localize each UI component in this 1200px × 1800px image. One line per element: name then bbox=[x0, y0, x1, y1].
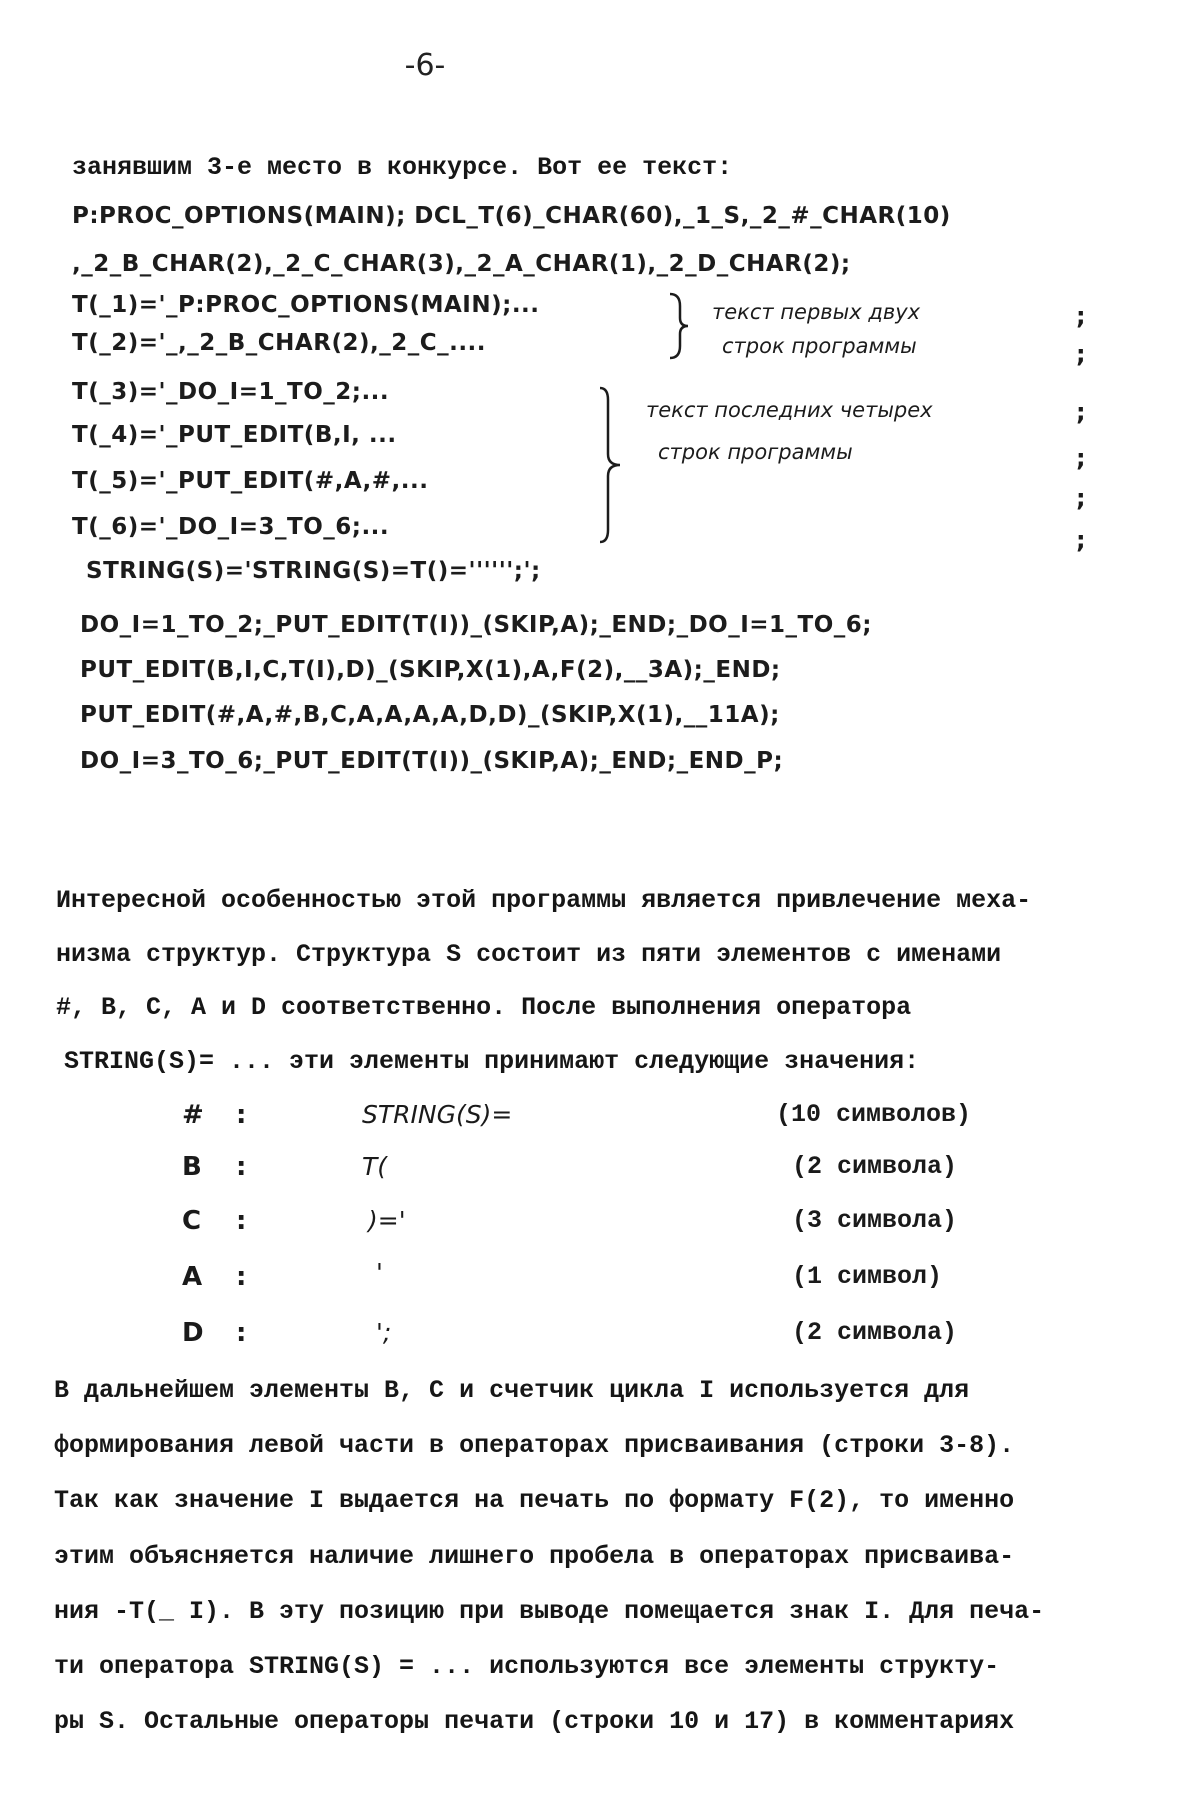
annotation-first-line2: строк программы bbox=[722, 334, 917, 358]
margin-semicolon: ; bbox=[1076, 398, 1086, 426]
element-value: '; bbox=[376, 1318, 392, 1347]
paragraph2-line1: В дальнейшем элементы B, C и счетчик цикла I используется для bbox=[54, 1376, 970, 1405]
code-line-5: T(_3)='_DO_I=1_TO_2;... bbox=[72, 379, 390, 405]
paragraph2-line4: этим объясняется наличие лишнего пробела в операторах присваива- bbox=[54, 1542, 1015, 1571]
element-colon: : bbox=[236, 1100, 247, 1130]
paragraph2-line5: ния -T(_ I). В эту позицию при выводе помещается знак I. Для печа- bbox=[54, 1597, 1045, 1626]
element-length: (2 символа) bbox=[792, 1152, 958, 1181]
paragraph2-line3: Так как значение I выдается на печать по формату F(2), то именно bbox=[54, 1486, 1015, 1515]
annotation-first-line1: текст первых двух bbox=[712, 300, 921, 324]
paragraph1-line2: низма структур. Структура S состоит из пяти элементов с именами bbox=[56, 940, 1002, 969]
element-length: (2 символа) bbox=[792, 1318, 958, 1347]
margin-semicolon: ; bbox=[1076, 484, 1086, 512]
element-colon: : bbox=[236, 1262, 247, 1292]
margin-semicolon: ; bbox=[1076, 526, 1086, 554]
element-value: ' bbox=[376, 1258, 383, 1287]
element-colon: : bbox=[236, 1318, 247, 1348]
code-line-10: DO_I=1_TO_2;_PUT_EDIT(T(I))_(SKIP,A);_END;_DO_I=1_TO_6; bbox=[80, 612, 872, 638]
code-line-4: T(_2)='_,_2_B_CHAR(2),_2_C_.... bbox=[72, 330, 487, 356]
code-line-2: ,_2_B_CHAR(2),_2_C_CHAR(3),_2_A_CHAR(1),_2_D_CHAR(2); bbox=[72, 251, 851, 277]
element-length: (1 символ) bbox=[792, 1262, 943, 1291]
code-line-6: T(_4)='_PUT_EDIT(B,I, ... bbox=[72, 422, 397, 448]
annotation-last-line2: строк программы bbox=[658, 440, 853, 464]
margin-semicolon: ; bbox=[1076, 444, 1086, 472]
element-value: )=' bbox=[368, 1206, 406, 1235]
code-line-13: DO_I=3_TO_6;_PUT_EDIT(T(I))_(SKIP,A);_END;_END_P; bbox=[80, 748, 784, 774]
element-colon: : bbox=[236, 1206, 247, 1236]
element-name: B bbox=[182, 1152, 202, 1182]
element-name: # bbox=[182, 1100, 204, 1130]
element-value: T( bbox=[362, 1152, 388, 1181]
paragraph2-line7: ры S. Остальные операторы печати (строки 10 и 17) в комментариях bbox=[54, 1707, 1015, 1736]
element-length: (10 символов) bbox=[776, 1100, 972, 1129]
code-line-12: PUT_EDIT(#,A,#,B,C,A,A,A,A,D,D)_(SKIP,X(1),__11A); bbox=[80, 702, 780, 728]
paragraph1-line1: Интересной особенностью этой программы является привлечение меха- bbox=[56, 886, 1032, 915]
code-line-8: T(_6)='_DO_I=3_TO_6;... bbox=[72, 514, 390, 540]
brace-last-lines bbox=[594, 384, 628, 546]
element-colon: : bbox=[236, 1152, 247, 1182]
element-value: STRING(S)= bbox=[362, 1100, 513, 1129]
intro-line: занявшим 3-е место в конкурсе. Вот ее текст: bbox=[72, 153, 733, 182]
paragraph1-line4: STRING(S)= ... эти элементы принимают следующие значения: bbox=[64, 1047, 920, 1076]
element-name: D bbox=[182, 1318, 204, 1348]
brace-first-lines bbox=[664, 290, 694, 362]
code-line-1: P:PROC_OPTIONS(MAIN); DCL_T(6)_CHAR(60),_1_S,_2_#_CHAR(10) bbox=[72, 203, 951, 229]
code-line-9: STRING(S)='STRING(S)=T()='''''';'; bbox=[86, 558, 541, 584]
annotation-last-line1: текст последних четырех bbox=[646, 398, 933, 422]
code-line-7: T(_5)='_PUT_EDIT(#,A,#,... bbox=[72, 468, 429, 494]
element-length: (3 символа) bbox=[792, 1206, 958, 1235]
page-number: -6- bbox=[404, 48, 446, 83]
margin-semicolon: ; bbox=[1076, 340, 1086, 368]
element-name: A bbox=[182, 1262, 203, 1292]
code-line-11: PUT_EDIT(B,I,C,T(I),D)_(SKIP,X(1),A,F(2),__3A);_END; bbox=[80, 657, 781, 683]
paragraph1-line3: #, B, C, A и D соответственно. После выполнения оператора bbox=[56, 993, 912, 1022]
code-line-3: T(_1)='_P:PROC_OPTIONS(MAIN);... bbox=[72, 292, 540, 318]
margin-semicolon: ; bbox=[1076, 302, 1086, 330]
paragraph2-line6: ти оператора STRING(S) = ... используются все элементы структу- bbox=[54, 1652, 1000, 1681]
paragraph2-line2: формирования левой части в операторах присваивания (строки 3-8). bbox=[54, 1431, 1015, 1460]
element-name: C bbox=[182, 1206, 202, 1236]
